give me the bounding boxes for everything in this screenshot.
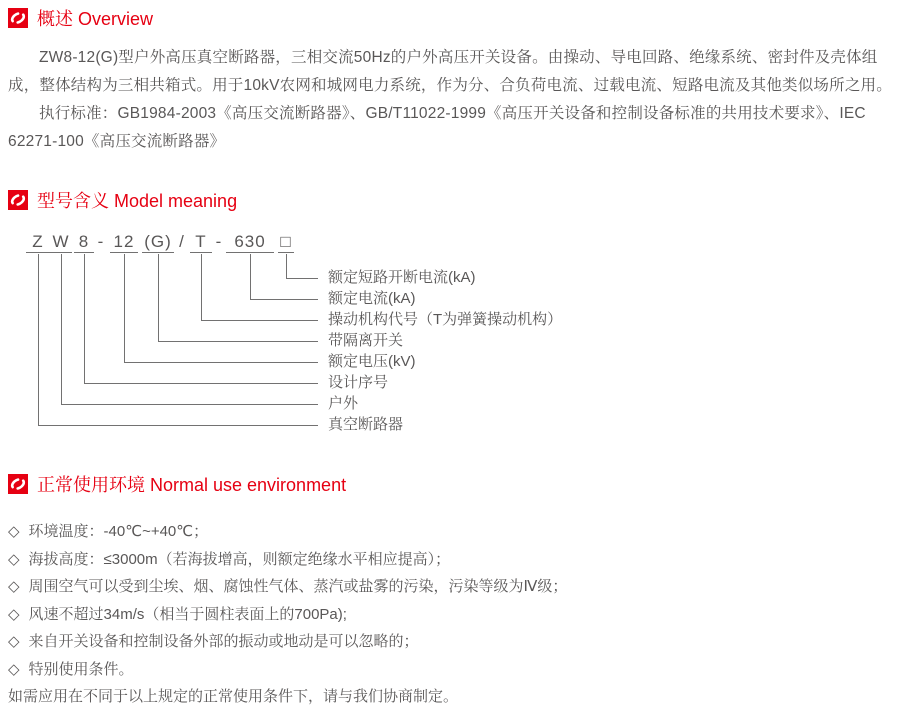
list-item: [8, 628, 892, 656]
overview-paragraph-1: ZW8-12(G)型户外高压真空断路器，三相交流50Hz的户外高压开关设备。由操动、导电回路、绝缘系统、密封件及壳体组成，整体结构为三相共箱式。用于10kV农网和城网电力系统，作为分、合负荷电流、过载电流、短路电流及其他类似场所之用。: [8, 49, 892, 94]
section-marker-icon: [8, 190, 28, 210]
diamond-bullet-icon: ◇: [8, 660, 20, 678]
connector-line: [250, 299, 318, 300]
section-environment-title: 正常使用环境 Normal use environment: [37, 475, 347, 495]
model-field-label: 真空断路器: [328, 416, 404, 433]
section-environment-header: [8, 471, 892, 497]
section-overview-header: [8, 5, 892, 31]
model-field-label: 额定电压(kV): [328, 353, 416, 370]
connector-line: [286, 254, 287, 278]
connector-line: [84, 383, 318, 384]
connector-line: [38, 254, 39, 425]
overview-paragraph-2: 执行标准：GB1984-2003《高压交流断路器》、GB/T11022-1999《高压开关设备和控制设备标准的共用技术要求》、IEC 62271-100《高压交流断路器》: [8, 105, 866, 150]
diamond-bullet-icon: ◇: [8, 605, 20, 623]
list-item: [8, 518, 892, 546]
model-token-z: Z: [26, 231, 50, 253]
model-token-slash: /: [179, 232, 185, 251]
diamond-bullet-icon: ◇: [8, 523, 20, 540]
list-item: [8, 546, 892, 574]
connector-line: [286, 278, 318, 279]
environment-note: 如需应用在不同于以上规定的正常使用条件下，请与我们协商制定。: [8, 688, 459, 705]
connector-line: [158, 254, 159, 341]
connector-line: [38, 425, 318, 426]
list-item: [8, 573, 892, 601]
connector-line: [124, 362, 318, 363]
model-token-w: W: [50, 231, 72, 253]
connector-line: [61, 254, 62, 404]
connector-line: [61, 404, 318, 405]
model-field-label: 额定电流(kA): [328, 290, 416, 307]
connector-line: [201, 254, 202, 320]
overview-body: [8, 44, 892, 156]
model-token-t: T: [190, 231, 212, 253]
section-marker-icon: [8, 8, 28, 28]
env-item-text: 风速不超过34m/s（相当于圆柱表面上的700Pa);: [28, 605, 347, 623]
diamond-bullet-icon: ◇: [8, 578, 20, 595]
model-token-dash-2: -: [215, 232, 223, 251]
model-token-630: 630: [226, 231, 274, 253]
section-marker-icon: [8, 474, 28, 494]
connector-line: [250, 254, 251, 299]
list-item: [8, 601, 892, 629]
env-item-text: 特别使用条件。: [28, 660, 134, 678]
model-meaning-diagram: [8, 231, 892, 443]
model-token-dash-1: -: [97, 232, 105, 251]
env-item-text: 来自开关设备和控制设备外部的振动或地动是可以忽略的；: [28, 633, 419, 650]
connector-line: [84, 254, 85, 383]
connector-line: [158, 341, 318, 342]
model-token-box: □: [278, 231, 294, 253]
model-field-label: 设计序号: [328, 374, 389, 391]
env-item-text: 周围空气可以受到尘埃、烟、腐蚀性气体、蒸汽或盐雾的污染，污染等级为Ⅳ级；: [28, 578, 568, 595]
model-token-8: 8: [74, 231, 94, 253]
env-item-text: 海拔高度：≤3000m（若海拔增高，则额定绝缘水平相应提高）；: [28, 550, 451, 568]
connector-line: [124, 254, 125, 362]
model-field-label: 户外: [328, 395, 359, 412]
model-token-12: 12: [110, 231, 138, 253]
connector-line: [201, 320, 318, 321]
model-field-label: 带隔离开关: [328, 332, 404, 349]
section-model-header: [8, 187, 892, 213]
list-item: [8, 656, 892, 684]
diamond-bullet-icon: ◇: [8, 550, 20, 568]
diamond-bullet-icon: ◇: [8, 633, 20, 650]
section-model-title: 型号含义 Model meaning: [37, 191, 238, 211]
section-overview-title: 概述 Overview: [37, 9, 154, 29]
environment-list: [8, 518, 892, 711]
model-token-g: (G): [142, 231, 174, 253]
model-field-label: 操动机构代号（T为弹簧操动机构）: [328, 311, 563, 328]
env-item-text: 环境温度：-40℃~+40℃；: [28, 523, 209, 540]
model-field-label: 额定短路开断电流(kA): [328, 269, 476, 286]
